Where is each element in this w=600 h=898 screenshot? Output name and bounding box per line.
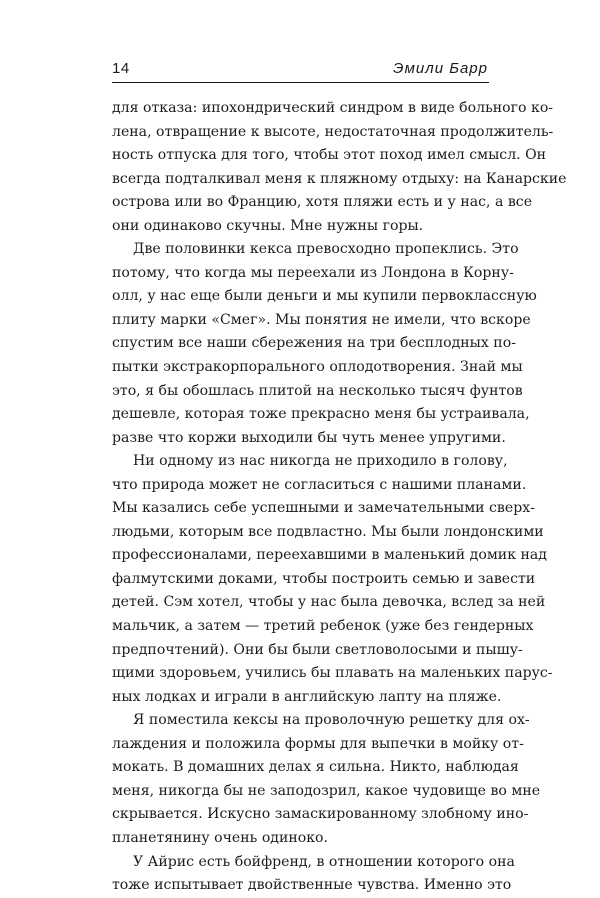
text-line: что природа может не согласиться с нашими планами. — [112, 476, 527, 493]
text-line: всегда подталкивал меня к пляжному отдыху: на Канарские — [112, 170, 567, 187]
text-line: щими здоровьем, учились бы плавать на маленьких парус- — [112, 665, 553, 682]
text-line: скрывается. Искусно замаскированному злобному ино- — [112, 806, 529, 823]
text-line: Две половинки кекса превосходно пропеклись. Это — [133, 241, 519, 258]
text-line: фалмутскими доками, чтобы построить семью и завести — [112, 570, 536, 587]
text-line: они одинаково скучны. Мне нужны горы. — [112, 217, 424, 234]
text-line: Мы казались себе успешными и замечательными сверх- — [112, 500, 535, 517]
text-line: предпочтений). Они бы были светловолосыми и пышу- — [112, 641, 523, 658]
body-text — [112, 97, 567, 898]
text-line: меня, никогда бы не заподозрил, какое чудовище во мне — [112, 782, 541, 799]
text-line: разве что коржи выходили бы чуть менее упругими. — [112, 429, 506, 446]
text-line: олл, у нас еще были деньги и мы купили первоклассную — [112, 288, 537, 305]
text-line: мальчик, а затем — третий ребенок (уже без гендерных — [112, 618, 534, 635]
text-line: детей. Сэм хотел, чтобы у нас была девочка, вслед за ней — [112, 594, 546, 611]
text-line: дешевле, которая тоже прекрасно меня бы устраивала, — [112, 406, 530, 423]
text-line: планетянину очень одиноко. — [112, 829, 329, 846]
text-line: это, я бы обошлась плитой на несколько тысяч фунтов — [112, 382, 523, 399]
text-line: лена, отвращение к высоте, недостаточная продолжитель- — [112, 123, 554, 140]
header-rule — [112, 82, 489, 83]
text-line: потому, что когда мы переехали из Лондона в Корну- — [112, 264, 514, 281]
running-head-author: Эмили Барр — [393, 60, 488, 77]
text-line: ность отпуска для того, чтобы этот поход имел смысл. Он — [112, 147, 547, 164]
text-line: профессионалами, переехавшими в маленький домик над — [112, 547, 547, 564]
text-line: лаждения и положила формы для выпечки в мойку от- — [112, 735, 524, 752]
text-line: Я поместила кексы на проволочную решетку для ох- — [133, 712, 530, 729]
text-line: тоже испытывает двойственные чувства. Именно это — [112, 877, 512, 894]
page-number: 14 — [112, 60, 130, 77]
text-line: У Айрис есть бойфренд, в отношении которого она — [133, 853, 515, 870]
text-line: острова или во Францию, хотя пляжи есть и у нас, а все — [112, 194, 533, 211]
text-line: плиту марки «Смег». Мы понятия не имели, что вскоре — [112, 311, 531, 328]
text-line: Ни одному из нас никогда не приходило в голову, — [133, 453, 508, 470]
text-line: для отказа: ипохондрический синдром в виде больного ко- — [112, 100, 554, 116]
running-head — [112, 51, 488, 77]
text-line: ных лодках и играли в английскую лапту на пляже. — [112, 688, 502, 705]
text-line: людьми, которым все подвластно. Мы были лондонскими — [112, 523, 544, 540]
text-line: спустим все наши сбережения на три бесплодных по- — [112, 335, 516, 352]
text-line: мокать. В домашних делах я сильна. Никто, наблюдая — [112, 759, 519, 776]
text-line: пытки экстракорпорального оплодотворения. Знай мы — [112, 359, 523, 376]
